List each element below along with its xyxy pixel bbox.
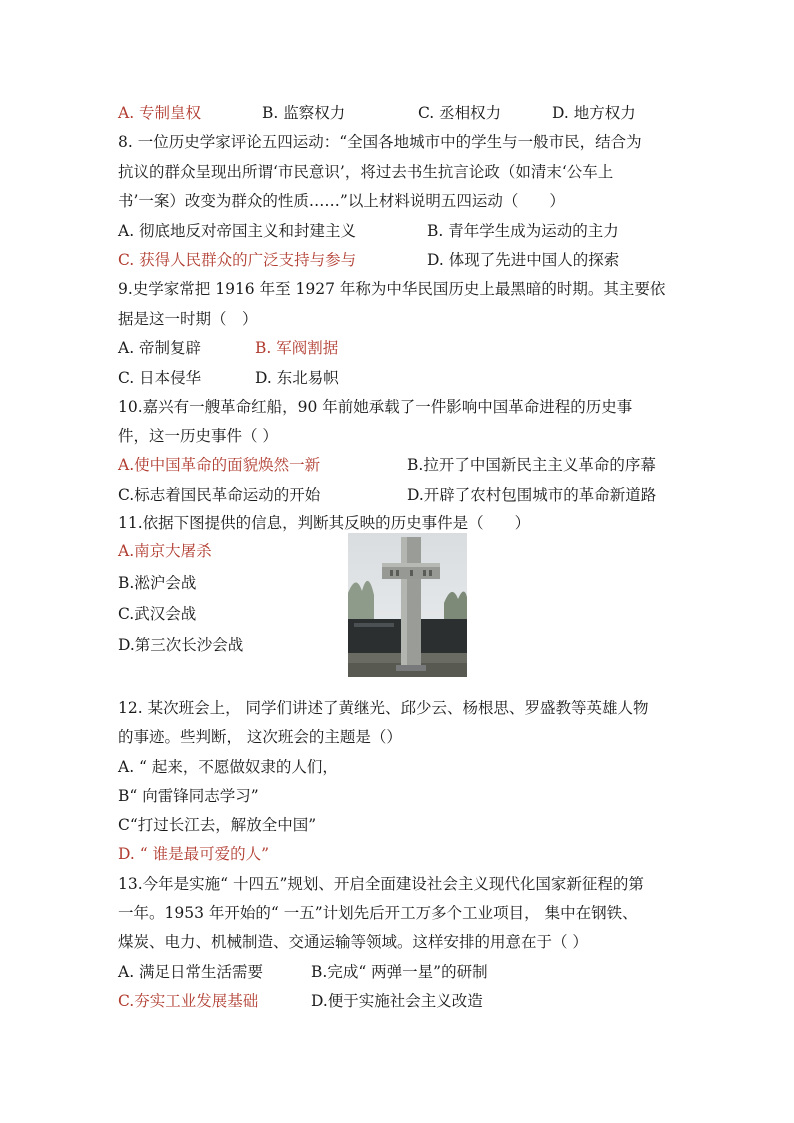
q12-option-d: D. “ 谁是最可爱的人” <box>118 845 270 863</box>
q8-option-a: A. 彻底地反对帝国主义和封建主义 <box>118 222 357 240</box>
q13-option-c: C.夯实工业发展基础 <box>118 992 259 1010</box>
q9-stem-line1: 9.史学家常把 1916 年至 1927 年称为中华民国历史上最黑暗的时期。其主要依 <box>118 280 666 298</box>
q12-option-a: A. “ 起来，不愿做奴隶的人们， <box>118 758 338 776</box>
q7-option-c: C. 丞相权力 <box>418 104 502 122</box>
q7-option-d: D. 地方权力 <box>552 104 636 122</box>
memorial-cross-photo <box>348 533 467 677</box>
q12-stem-line1: 12. 某次班会上， 同学们讲述了黄继光、邱少云、杨根思、罗盛教等英雄人物 <box>118 699 649 717</box>
q11-option-a: A.南京大屠杀 <box>118 542 212 560</box>
q10-option-c: C.标志着国民革命运动的开始 <box>118 486 321 504</box>
q13-stem-line2: 一年。1953 年开始的“ 一五”计划先后开工万多个工业项目， 集中在钢铁、 <box>118 904 638 922</box>
q8-stem-line3: 书’一案）改变为群众的性质……”以上材料说明五四运动（ ） <box>118 192 565 210</box>
q8-stem-line1: 8. 一位历史学家评论五四运动：“全国各地城市中的学生与一般市民，结合为 <box>118 133 642 151</box>
q9-option-d: D. 东北易帜 <box>255 369 339 387</box>
q9-stem-line2: 据是这一时期（ ） <box>118 310 258 328</box>
q8-stem-line2: 抗议的群众呈现出所谓‘市民意识’，将过去书生抗言论政（如清末‘公车上 <box>118 163 614 181</box>
q13-stem-line1: 13.今年是实施“ 十四五”规划、开启全面建设社会主义现代化国家新征程的第 <box>118 875 644 893</box>
q10-option-d: D.开辟了农村包围城市的革命新道路 <box>407 486 657 504</box>
q13-option-b: B.完成“ 两弹一星”的研制 <box>311 963 488 981</box>
q10-option-b: B.拉开了中国新民主主义革命的序幕 <box>407 456 656 474</box>
q12-option-b: B“ 向雷锋同志学习” <box>118 787 259 805</box>
q12-option-c: C“打过长江去，解放全中国” <box>118 816 317 834</box>
q10-stem-line2: 件，这一历史事件（ ） <box>118 427 278 445</box>
q7-option-a: A. 专制皇权 <box>118 104 202 122</box>
q9-option-b: B. 军阀割据 <box>255 339 339 357</box>
q9-option-a: A. 帝制复辟 <box>118 339 202 357</box>
q8-option-b: B. 青年学生成为运动的主力 <box>427 222 619 240</box>
q10-option-a: A.使中国革命的面貌焕然一新 <box>118 456 321 474</box>
q10-stem-line1: 10.嘉兴有一艘革命红船，90 年前她承载了一件影响中国革命进程的历史事 <box>118 398 633 416</box>
q13-option-a: A. 满足日常生活需要 <box>118 963 264 981</box>
q9-option-c: C. 日本侵华 <box>118 369 202 387</box>
q13-stem-line3: 煤炭、电力、机械制造、交通运输等领域。这样安排的用意在于（ ） <box>118 933 588 951</box>
q11-stem-line1: 11.依据下图提供的信息，判断其反映的历史事件是（ ） <box>118 514 531 532</box>
q7-option-b: B. 监察权力 <box>262 104 346 122</box>
q8-option-d: D. 体现了先进中国人的探索 <box>427 251 620 269</box>
q11-option-c: C.武汉会战 <box>118 605 197 623</box>
q8-option-c: C. 获得人民群众的广泛支持与参与 <box>118 251 357 269</box>
q11-option-b: B.淞沪会战 <box>118 574 197 592</box>
q13-option-d: D.便于实施社会主义改造 <box>311 992 483 1010</box>
q12-stem-line2: 的事迹。些判断， 这次班会的主题是（） <box>118 728 402 746</box>
q11-option-d: D.第三次长沙会战 <box>118 636 244 654</box>
